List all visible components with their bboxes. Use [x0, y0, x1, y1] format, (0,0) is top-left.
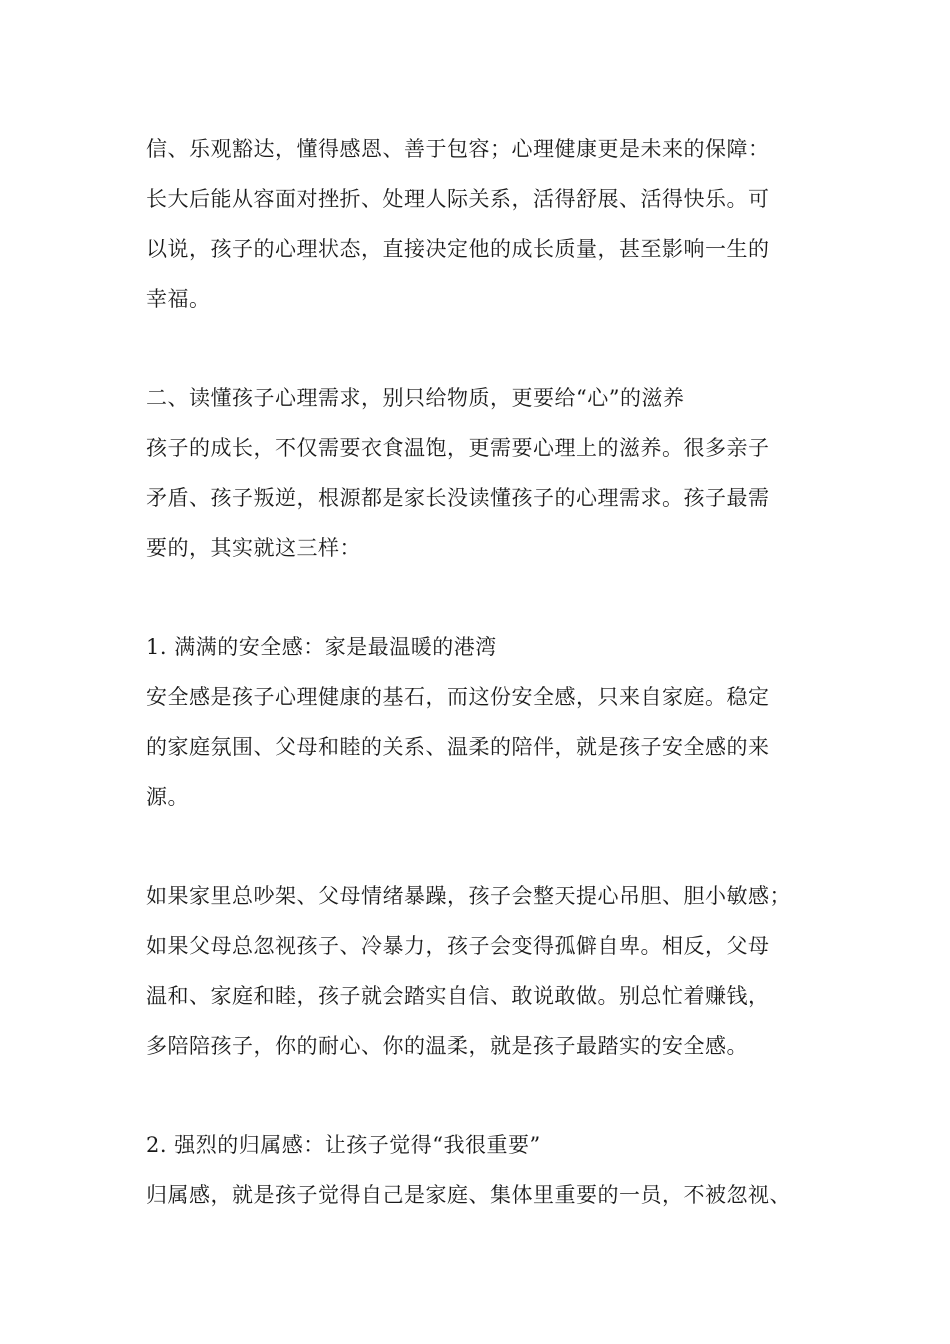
paragraph-line: 信、乐观豁达，懂得感恩、善于包容；心理健康更是未来的保障： — [146, 137, 770, 161]
paragraph-line: 幸福。 — [146, 287, 211, 311]
section-heading: 二、读懂孩子心理需求，别只给物质，更要给“心”的滋养 — [146, 386, 685, 410]
paragraph-line: 长大后能从容面对挫折、处理人际关系，活得舒展、活得快乐。可 — [146, 187, 770, 211]
paragraph-line: 的家庭氛围、父母和睦的关系、温柔的陪伴，就是孩子安全感的来 — [146, 735, 770, 759]
paragraph-line: 矛盾、孩子叛逆，根源都是家长没读懂孩子的心理需求。孩子最需 — [146, 486, 770, 510]
paragraph-line: 孩子的成长，不仅需要衣食温饱，更需要心理上的滋养。很多亲子 — [146, 436, 770, 460]
paragraph-line: 以说，孩子的心理状态，直接决定他的成长质量，甚至影响一生的 — [146, 237, 770, 261]
paragraph-line: 如果父母总忽视孩子、冷暴力，孩子会变得孤僻自卑。相反，父母 — [146, 934, 770, 958]
subsection-heading: 2. 强烈的归属感：让孩子觉得“我很重要” — [146, 1133, 541, 1157]
paragraph-line: 如果家里总吵架、父母情绪暴躁，孩子会整天提心吊胆、胆小敏感； — [146, 884, 791, 908]
paragraph-line: 要的，其实就这三样： — [146, 536, 361, 560]
paragraph-line: 归属感，就是孩子觉得自己是家庭、集体里重要的一员，不被忽视、 — [146, 1183, 791, 1207]
paragraph-line: 源。 — [146, 785, 189, 809]
paragraph-line: 安全感是孩子心理健康的基石，而这份安全感，只来自家庭。稳定 — [146, 685, 770, 709]
paragraph-line: 多陪陪孩子，你的耐心、你的温柔，就是孩子最踏实的安全感。 — [146, 1034, 748, 1058]
subsection-heading: 1. 满满的安全感：家是最温暖的港湾 — [146, 635, 497, 659]
paragraph-line: 温和、家庭和睦，孩子就会踏实自信、敢说敢做。别总忙着赚钱， — [146, 984, 770, 1008]
